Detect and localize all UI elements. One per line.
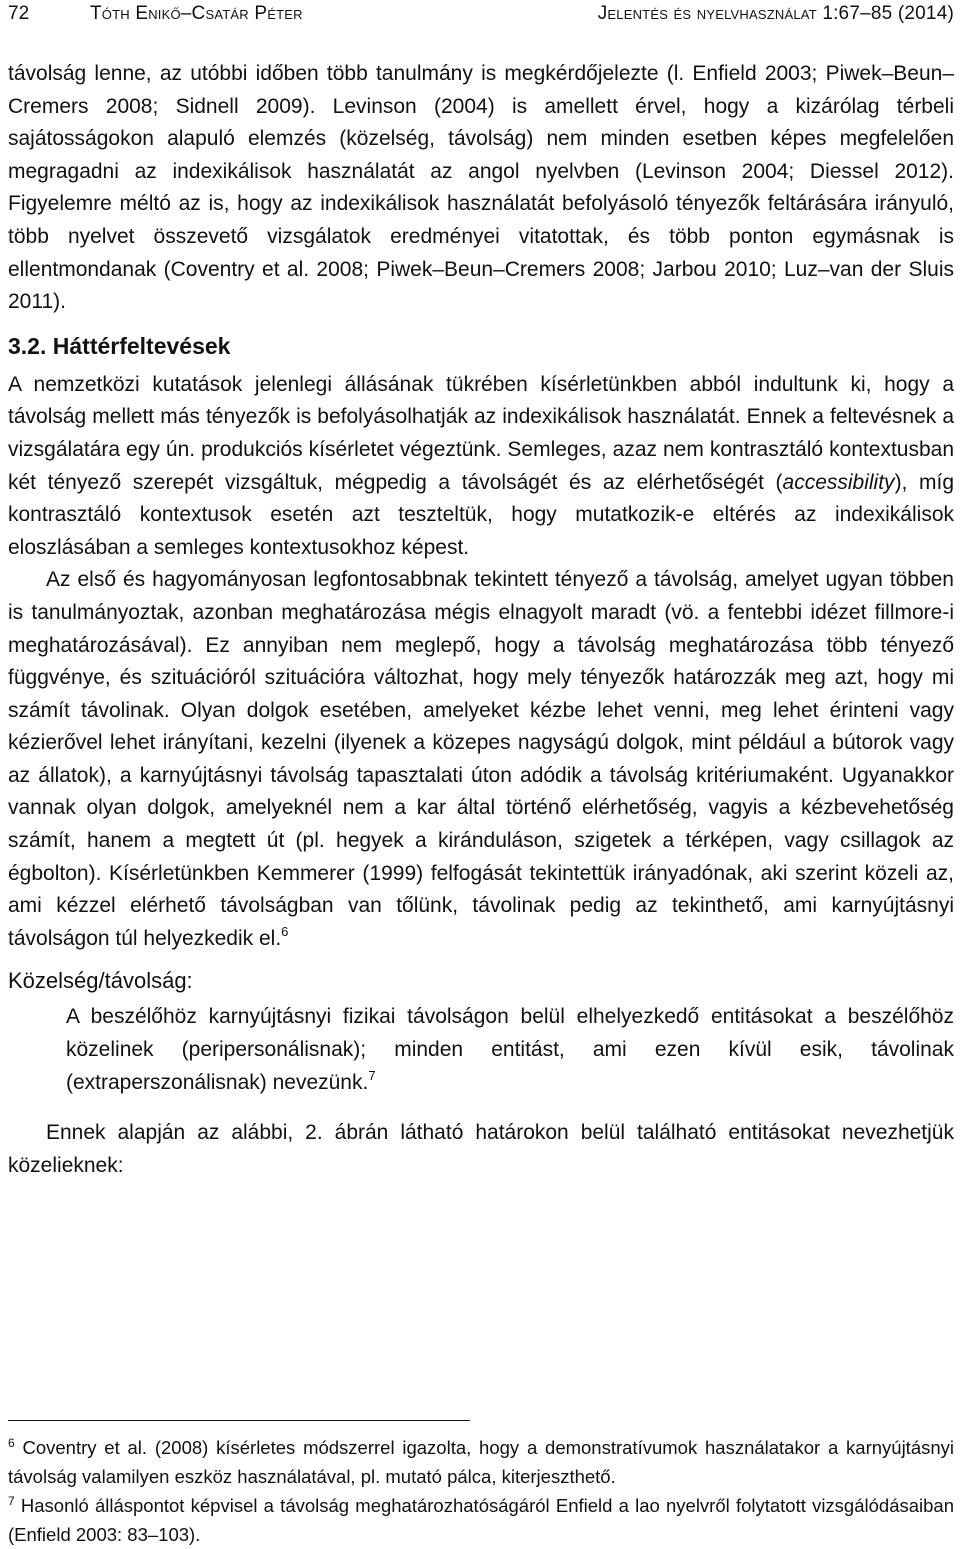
footnote-7: [8, 1491, 954, 1549]
footnote-marker: 6: [8, 1436, 15, 1450]
main-text: [8, 58, 954, 1182]
paragraph-assumptions: [8, 369, 954, 565]
paragraph-figure-intro: Ennek alapján az alábbi, 2. ábrán látható határokon belül található entitásokat nevezhetjük közelieknek:: [8, 1121, 954, 1177]
paragraph-text: A nemzetközi kutatások jelenlegi állásának tükrében kísérletünkben abból indultunk ki, hogy a távolság mellett más tényezők is befolyásolhatják az indexikálisok használatát. Ennek a feltevésnek a vizsgálatára egy ún. produkciós kísérletet végeztünk. Semleges, azaz nem kontrasztáló kontextusban két tényező szerepét vizsgáltuk, mégpedig a távolságét és az elérhetőségét (: [8, 372, 954, 494]
italic-term: accessibility: [782, 470, 895, 494]
footnote-ref-7[interactable]: 7: [368, 1067, 376, 1083]
definition-body: [66, 1001, 954, 1099]
definition-text: A beszélőhöz karnyújtásnyi fizikai távolságon belül elhelyezkedő entitásokat a beszélőhöz közelinek (peripersonálisnak); minden entitást, ami ezen kívül esik, távolinak (extraperszonálisnak) nevezünk.: [66, 1005, 954, 1094]
running-header: [8, 0, 954, 36]
page-number: 72: [8, 3, 30, 24]
section-heading: 3.2. Háttérfeltevések: [8, 332, 231, 359]
footnote-text: Hasonló álláspontot képvisel a távolság meghatározhatóságáról Enfield a lao nyelvről folytatott vizsgálódásaiban (Enfield 2003: 83–103).: [8, 1495, 954, 1545]
paragraph-continued: távolság lenne, az utóbbi időben több tanulmány is megkérdőjelezte (l. Enfield 2003; Piwek–Beun–Cremers 2008; Sidnell 2009). Levinson (2004) is amellett érvel, hogy a kizárólag térbeli sajátosságokon alapuló elemzés (közelség, távolság) nem minden esetben képes megfelelően megragadni az indexikálisok használatát az angol nyelvben (Levinson 2004; Diessel 2012). Figyelemre méltó az is, hogy az indexikálisok használatát befolyásoló tényezők feltárására irányuló, több nyelvet összevető vizsgálatok eredményei vitatottak, és több ponton egymásnak is ellentmondanak (Coventry et al. 2008; Piwek–Beun–Cremers 2008; Jarbou 2010; Luz–van der Sluis 2011).: [8, 62, 954, 314]
paragraph-distance: [8, 564, 954, 955]
header-journal: Jelentés és nyelvhasználat 1:67–85 (2014): [597, 3, 954, 24]
footnotes: [8, 1420, 954, 1549]
footnote-ref-6[interactable]: 6: [281, 923, 289, 939]
header-authors: Tóth Enikő–Csatár Péter: [90, 3, 303, 24]
footnote-divider: [8, 1420, 470, 1421]
paragraph-text: Az első és hagyományosan legfontosabbnak tekintett tényező a távolság, amelyet ugyan többen is tanulmányoztak, azonban meghatározása mégis elnagyolt maradt (vö. a fentebbi idézet fillmore-i meghatározásával). Ez annyiban nem meglepő, hogy a távolság meghatározása több tényező függvénye, és szituációról szituációra változhat, hogy mely tényezők határozzák meg azt, hogy mi számít távolinak. Olyan dolgok esetében, amelyeket kézbe lehet venni, meg lehet érinteni vagy kézierővel lehet irányítani, kezelni (ilyenek a közepes nagyságú dolgok, mint például a bútorok vagy az állatok), a karnyújtásnyi távolság tapasztalati úton adódik a távolság kritériumaként. Ugyanakkor vannak olyan dolgok, amelyeknél nem a kar által történő elérhetőség, vagyis a kézbevehetőség számít, hanem a megtett út (pl. hegyek a kiránduláson, szigetek a térképen, vagy csillagok az égbolton). Kísérletünkben Kemmerer (1999) felfogását tekintettük irányadónak, aki szerint közeli az, ami kézzel elérhető távolságban van tőlünk, távolinak pedig az tekinthető, ami karnyújtásnyi távolságon túl helyezkedik el.: [8, 568, 954, 950]
definition-term: Közelség/távolság:: [8, 968, 193, 994]
paragraph-text: ), míg kontrasztáló kontextusok esetén azt teszteltük, hogy mutatkozik-e eltérés az indexikálisok eloszlásában a semleges kontextusokhoz képest.: [8, 470, 955, 559]
footnote-6: [8, 1433, 954, 1491]
footnote-marker: 7: [8, 1494, 15, 1508]
footnote-text: Coventry et al. (2008) kísérletes módszerrel igazolta, hogy a demonstratívumok használatakor a karnyújtásnyi távolság valamilyen eszköz használatával, pl. mutató pálca, kiterjeszthető.: [8, 1437, 955, 1487]
